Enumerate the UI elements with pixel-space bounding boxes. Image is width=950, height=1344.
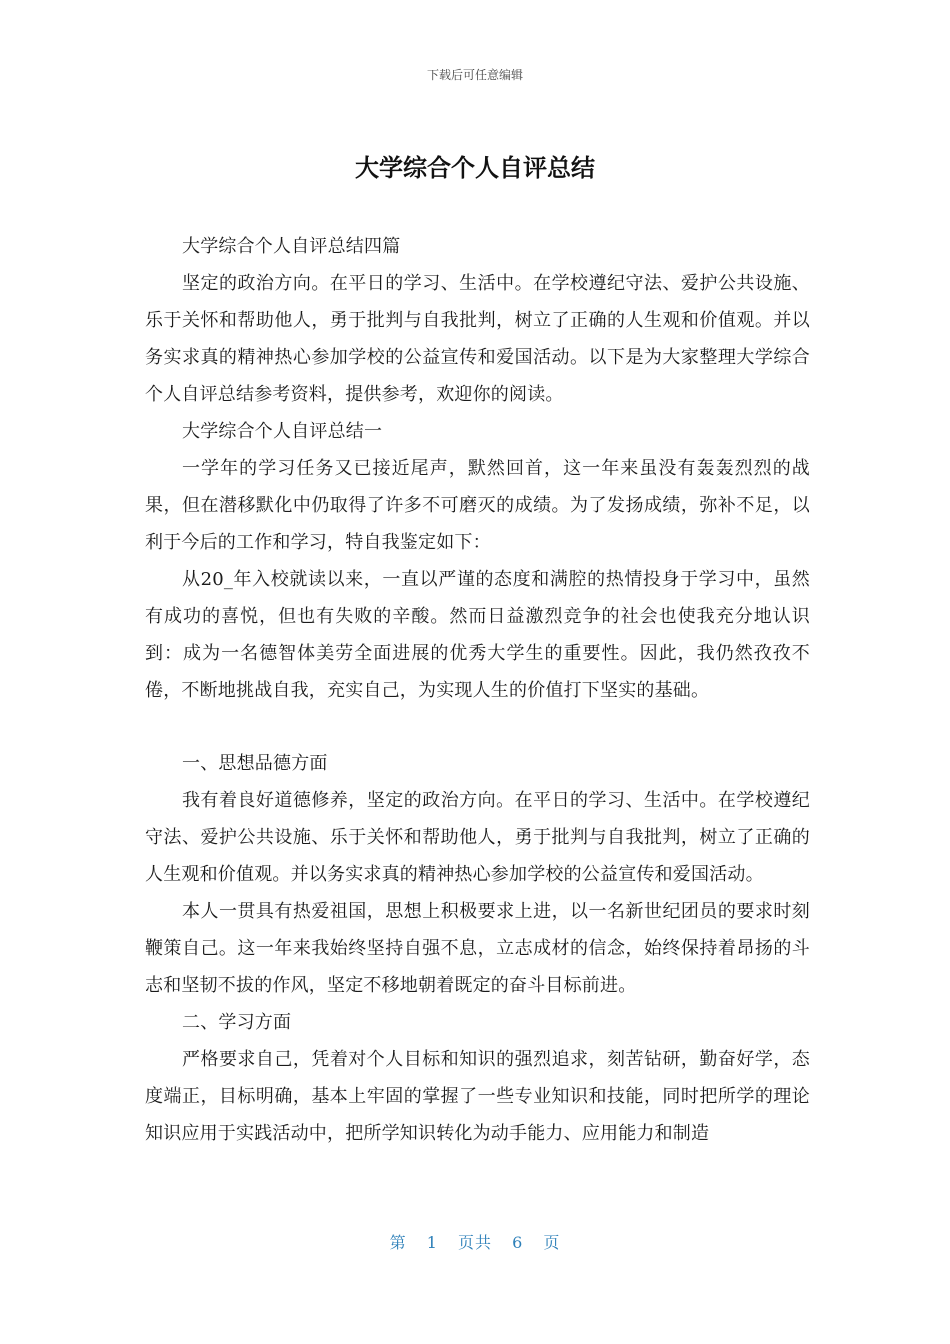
body-paragraph: 我有着良好道德修养，坚定的政治方向。在平日的学习、生活中。在学校遵纪守法、爱护公共设施、乐于关怀和帮助他人，勇于批判与自我批判，树立了正确的人生观和价值观。并以务实求真的精神热心参加学校的公益宣传和爱国活动。 (145, 790, 810, 885)
document-title: 大学综合个人自评总结 (355, 154, 595, 182)
header-note: 下载后可任意编辑 (426, 68, 523, 82)
page-number-footer: 第 1 页共 6 页 (389, 1233, 561, 1252)
intro-paragraph: 坚定的政治方向。在平日的学习、生活中。在学校遵纪守法、爱护公共设施、乐于关怀和帮助他人，勇于批判与自我批判，树立了正确的人生观和价值观。并以务实求真的精神热心参加学校的公益宣传和爱国活动。以下是为大家整理大学综合个人自评总结参考资料，提供参考，欢迎你的阅读。 (145, 273, 810, 405)
blank-line (145, 709, 810, 745)
body-paragraph: 严格要求自己，凭着对个人目标和知识的强烈追求，刻苦钻研，勤奋好学，态度端正，目标明确，基本上牢固的掌握了一些专业知识和技能，同时把所学的理论知识应用于实践活动中，把所学知识转化为动手能力、应用能力和制造 (145, 1049, 810, 1144)
subtitle-paragraph: 大学综合个人自评总结四篇 (182, 236, 401, 257)
section-heading-study: 二、学习方面 (182, 1012, 292, 1033)
body-paragraph: 从20_年入校就读以来，一直以严谨的态度和满腔的热情投身于学习中，虽然有成功的喜悦，但也有失败的辛酸。然而日益激烈竞争的社会也使我充分地认识到：成为一名德智体美劳全面进展的优秀大学生的重要性。因此，我仍然孜孜不倦，不断地挑战自我，充实自己，为实现人生的价值打下坚实的基础。 (145, 569, 810, 701)
section-heading-one: 大学综合个人自评总结一 (182, 421, 383, 442)
body-paragraph: 本人一贯具有热爱祖国，思想上积极要求上进，以一名新世纪团员的要求时刻鞭策自己。这一年来我始终坚持自强不息，立志成材的信念，始终保持着昂扬的斗志和坚韧不拔的作风，坚定不移地朝着既定的奋斗目标前进。 (145, 901, 810, 996)
body-paragraph: 一学年的学习任务又已接近尾声，默然回首，这一年来虽没有轰轰烈烈的战果，但在潜移默化中仍取得了许多不可磨灭的成绩。为了发扬成绩，弥补不足，以利于今后的工作和学习，特自我鉴定如下： (145, 458, 810, 553)
document-body (145, 228, 810, 1152)
section-heading-ideology: 一、思想品德方面 (182, 753, 328, 774)
